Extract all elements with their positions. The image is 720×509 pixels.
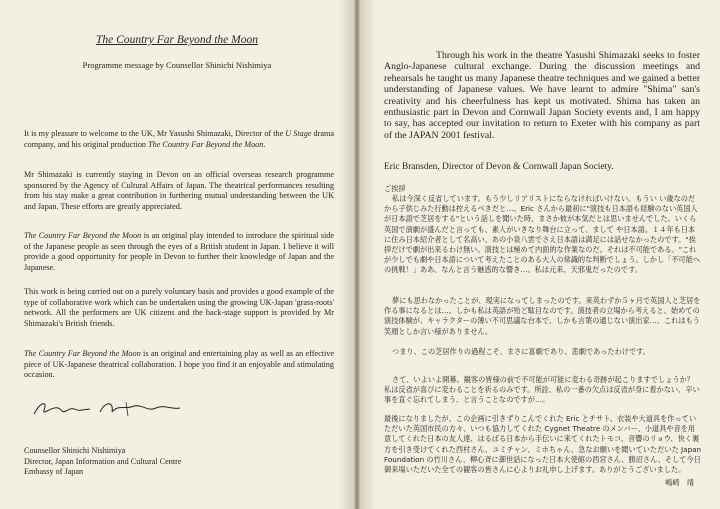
jp-paragraph-1: 私は今深く反省しています。もう少しリアリストにならなければいけない。もうい い歳なのだから子供じみた行動は控えるべきだと…。Eric さんから最初に"演技も日本語も経験のない英国人が日本語で芝居をする"という話しを聞いた時、まさか彼が本気だとは思いませんでした。いくら英国で演劇が盛んだと言っても、素人がいきなり舞台に立って、まして や日本語。１４年も日本に住み日本紹介者として名高い、あの小泉八雲でさえ日本語は満足には話せなかったのです。"挨拶だけで劇が出来るわけ無い。演技とは極めて内面的な作業なのだ。それは不可能である。"これが少しでも劇や日本語について考えたことのある大人の常識的な判断でしょう。しかし「不可能への挑戦！」ああ、なんと言う魅惑的な響き…。私は元来、天邪鬼だったのです。 (384, 194, 701, 275)
welcome-paragraph: It is my pleasure to welcome to the UK, Mr Yasushi Shimazaki, Director of the U Stage drama company, and his original production The Country Far Beyond the Moon. (24, 129, 334, 149)
jp-paragraph-5: 最後になりましたが、この企画に引きずりこんでくれた Eric とチサト、衣装や大道具を作っていただいた英国市民の方々、いつも協力してくれた Cygnet Theatre のメンバー、小道具や音を用意してくれた日本の友人達、はるばる日本から手伝いに来てくれたトモコ、音響のリョウ、快く裏方を引き受けてくれた西村さん、ユミチャン、ミホちゃん、急なお願いを聞いていただいた Japan Foundation の竹川さん、柳心斉に御世話になった日本大使館の西宮さん、勝沼さん、そして今日御来場いただいた全ての観客の皆さんに心よりお礼申し上げます。ありがとうございました。 (384, 414, 702, 475)
programme-subtitle: Programme message by Counsellor Shinichi Nishimiya (82, 60, 272, 70)
research-paragraph: Mr Shimazaki is currently staying in Devon on an official overseas research programme sponsored by the Agency of Cultural Affairs of Japan. The theatrical performances resulting from his stay make a great contribution in furthering mutual understanding between the UK and Japan. These efforts are greatly appreciated. (24, 170, 334, 211)
closing-paragraph: The Country Far Beyond the Moon is an original and entertaining play as well as an effective piece of UK-Japanese theatrical collaboration. I hope you find it an enjoyable and stimulating occasion. (24, 349, 334, 380)
signatory-role: Director, Japan Information and Cultural Centre (24, 456, 182, 466)
society-paragraph: Through his work in the theatre Yasushi Shimazaki seeks to foster Anglo-Japanese cultural exchange. During the discussion meetings and rehearsals he taught us many Japanese theatre techniques and we gained a better understanding of Japanese values. We have learnt to admire "Shima" san's creativity and his cheerfulness has kept us motivated. Shima has taken an enthusiastic part in Devon and Cornwall Japan Society events and, I am happy to say, has accepted our invitation to return to Exeter with his company as part of the JAPAN 2001 festival. (384, 50, 700, 141)
jp-paragraph-4: さて、いよいよ開幕。観客の皆様の前で不可能が可能に変わる奇跡が起こりますでしょうか？ 私は反省が喜びに変わることを祈るのみです。所詮、私の一番の欠点は反省が身に着かない、辛い事を直ぐ忘れてしまう、と言うことなのですが…。 (384, 375, 702, 405)
page-shadow (360, 0, 376, 509)
left-page (0, 0, 354, 509)
jp-paragraph-3: つまり、この芝居作りの過程こそ、まさに喜劇であり、悲劇であったわけです。 (392, 347, 650, 356)
programme-title: The Country Far Beyond the Moon (96, 34, 258, 46)
page-shadow (338, 0, 354, 509)
society-signature: Eric Bransden, Director of Devon & Cornwall Japan Society. (384, 162, 614, 172)
play-paragraph: The Country Far Beyond the Moon is an original play intended to introduce the spiritual side of the Japanese people as seen through the eyes of a British student in Japan. I believe it will provide a good opportunity for people in Devon to further their knowledge of Japan and the Japanese. (24, 231, 334, 272)
jp-paragraph-2: 夢にも思わなかったことが、現実になってしまったのです。来英わずか５ヶ月で英国人と芝居を作る事になるとは…。しかも私は英語が殆ど駄目なのです。演技者の立場から考えると、始めての演技体験が、キャラクターの薄い不可思議な台本で、しかも言葉の通じない演出家…。これはもう笑顔としか言い様がありません。 (384, 296, 701, 336)
jp-greeting-heading: ご挨拶 (384, 184, 406, 193)
signature-block (24, 446, 324, 478)
signatory-name: Counsellor Shinichi Nishimiya (24, 446, 126, 455)
signatory-org: Embassy of Japan (24, 467, 84, 477)
handwritten-signature (30, 392, 190, 422)
jp-signature: 嶋崎 靖 (665, 478, 694, 487)
right-page (360, 0, 720, 509)
voluntary-paragraph: This work is being carried out on a purely voluntary basis and provides a good example of the type of collaborative work which can be undertaken using the growing UK-Japan 'grass-roots' network. All the performers are UK citizens and the back-stage support is provided by Mr Shimazaki's British friends. (24, 287, 334, 328)
